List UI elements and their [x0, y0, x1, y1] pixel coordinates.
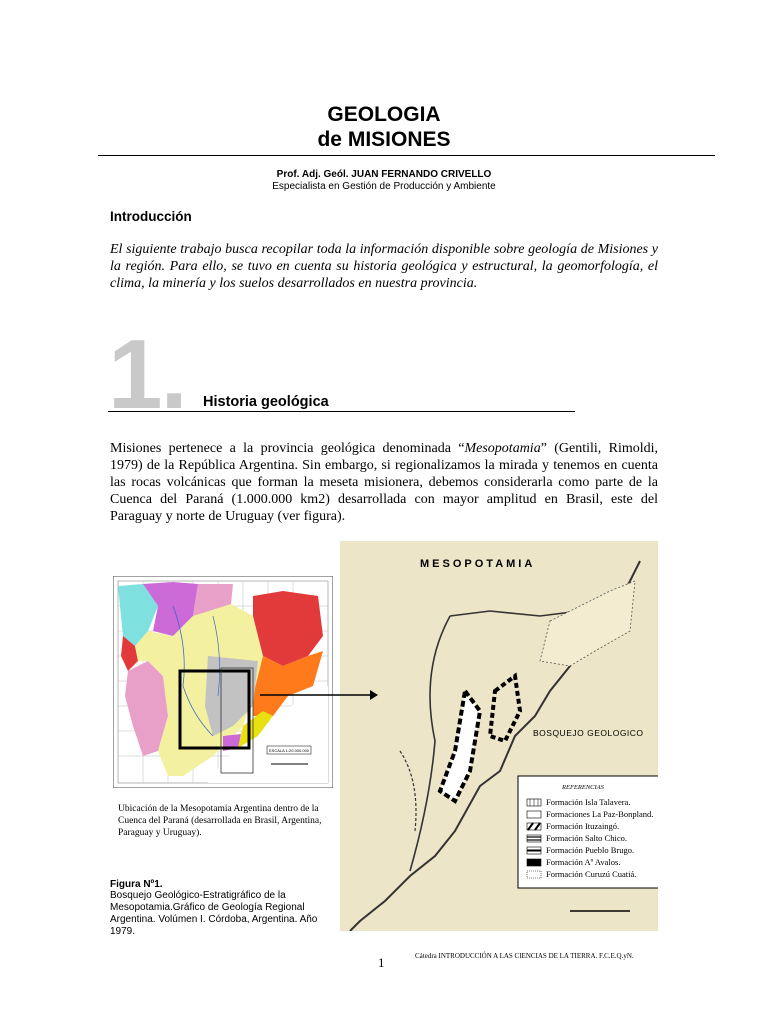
legend-item: Formación Aº Avalos. — [546, 857, 621, 867]
introduction-paragraph: El siguiente trabajo busca recopilar toda la información disponible sobre geología de Misiones y la región. Para ello, se tuvo en cuenta su historia geológica y estructural, la geomorfología, el clima, la minería y los suelos desarrollados en nuestra provincia. — [110, 242, 658, 291]
mesopotamia-geological-sketch — [340, 541, 658, 931]
legend-item: Formación Salto Chico. — [546, 833, 627, 843]
section-body-paragraph — [110, 440, 658, 525]
legend-swatches — [527, 799, 541, 878]
sketch-title: MESOPOTAMIA — [420, 558, 536, 570]
author-subtitle: Especialista en Gestión de Producción y Ambiente — [272, 181, 496, 192]
sketch-subtitle: BOSQUEJO GEOLOGICO — [533, 728, 644, 738]
legend-item: Formación Ituzaingó. — [546, 821, 620, 831]
figure-label: Figura Nº1. — [110, 879, 163, 890]
introduction-heading: Introducción — [110, 209, 192, 224]
legend-title: REFERENCIAS — [562, 784, 604, 791]
location-map-caption: Ubicación de la Mesopotamia Argentina dentro de la Cuenca del Paraná (desarrollada en Brasil, Argentina, Paraguay y Uruguay). — [118, 804, 322, 838]
map-scale-label: ESCALA 1:20.000.000 — [269, 748, 310, 753]
figure-description: Bosquejo Geológico-Estratigráfico de la Mesopotamia.Gráfico de Geología Regional Argentina. Volúmen I. Córdoba, Argentina. Año 1979. — [110, 890, 318, 937]
paragraph-italic-term: Mesopotamia — [464, 441, 541, 456]
connector-arrow — [258, 688, 380, 702]
page-number: 1 — [378, 955, 385, 970]
section-number: 1. — [108, 319, 186, 429]
document-title-line-1: GEOLOGIA — [327, 103, 441, 126]
legend-item: Formación Pueblo Brugo. — [546, 845, 635, 855]
section-title: Historia geológica — [203, 394, 329, 410]
section-divider — [108, 411, 575, 412]
legend-item: Formación Curuzú Cuatiá. — [546, 869, 637, 879]
paragraph-text-start: Misiones pertenece a la provincia geológica denominada “ — [110, 441, 465, 456]
title-divider — [98, 155, 715, 156]
parana-basin-location-map — [113, 576, 333, 788]
footer-course-name: Cátedra INTRODUCCIÓN A LAS CIENCIAS DE LA TIERRA. F.C.E.Q.yN. — [415, 952, 634, 960]
paragraph-text-end: ” (Gentili, Rimoldi, 1979) de la República Argentina. Sin embargo, si regionalizamos la mirada y tenemos en cuenta las rocas volcánicas que forman la meseta misionera, debemos considerarla como parte de la Cuenca del Paraná (1.000.000 km2) desarrollada con mayor amplitud en Brasil, este del Paraguay y norte de Uruguay (ver figura). — [110, 441, 659, 524]
legend-item: Formación Isla Talavera. — [546, 797, 631, 807]
legend-item: Formaciones La Paz-Bonpland. — [546, 809, 654, 819]
author-name: Prof. Adj. Geól. JUAN FERNANDO CRIVELLO — [276, 169, 492, 180]
document-title-line-2: de MISIONES — [317, 128, 451, 151]
